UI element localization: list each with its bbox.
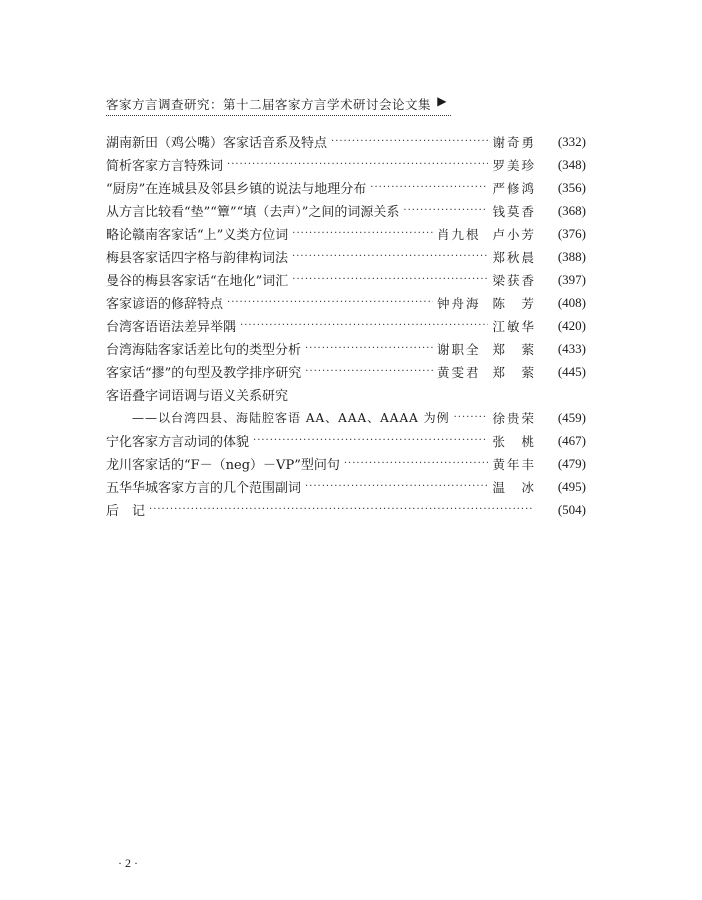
toc-entry[interactable] xyxy=(106,130,586,153)
toc-entry-title: 后 记 xyxy=(106,504,146,519)
toc-entry-title: 梅县客家话四字格与韵律构词法 xyxy=(106,251,289,266)
toc-entry-title: 台湾海陆客家话差比句的类型分析 xyxy=(106,343,302,358)
toc-entry[interactable] xyxy=(106,199,586,222)
table-of-contents xyxy=(106,130,586,521)
author-name: 黄雯君 xyxy=(436,364,481,380)
toc-entry-title: 客家话“摎”的句型及教学排序研究 xyxy=(106,366,302,381)
toc-entry-page: (420) xyxy=(557,317,586,333)
toc-entry-page: (445) xyxy=(557,363,586,379)
toc-entry-title: 宁化客家方言动词的体貌 xyxy=(106,435,250,450)
toc-entry[interactable] xyxy=(106,406,586,429)
toc-entry-page: (376) xyxy=(557,225,586,241)
toc-entry-authors xyxy=(492,409,536,427)
toc-entry-title: 五华华城客家方言的几个范围副词 xyxy=(106,481,302,496)
toc-entry[interactable] xyxy=(106,245,586,268)
toc-entry[interactable] xyxy=(106,360,586,383)
author-name: 陈 芳 xyxy=(492,295,536,311)
toc-entry[interactable] xyxy=(106,452,586,475)
toc-entry-title: 从方言比较看“垫”“簟”“填（去声）”之间的词源关系 xyxy=(106,205,400,220)
toc-entry-title: 客语叠字词语调与语义关系研究 xyxy=(106,389,289,404)
toc-entry-title: 客家谚语的修辞特点 xyxy=(106,297,224,312)
dot-leader xyxy=(331,136,488,147)
toc-entry-authors xyxy=(437,340,536,358)
toc-entry-authors xyxy=(492,478,536,496)
author-name: 江敏华 xyxy=(492,318,536,334)
dot-leader xyxy=(292,251,488,262)
toc-entry[interactable] xyxy=(106,176,586,199)
dot-leader xyxy=(305,366,433,377)
toc-entry-authors xyxy=(492,455,536,473)
toc-entry-page: (408) xyxy=(557,294,586,310)
toc-entry-page: (504) xyxy=(557,501,586,517)
author-name: 张 桃 xyxy=(492,433,536,449)
author-name: 温 冰 xyxy=(492,479,536,495)
toc-entry-page: (433) xyxy=(557,340,586,356)
toc-entry-title: 台湾客语语法差异举隅 xyxy=(106,320,237,335)
toc-entry[interactable] xyxy=(106,222,586,245)
toc-entry[interactable] xyxy=(106,268,586,291)
dot-leader xyxy=(403,205,488,216)
toc-entry-page: (348) xyxy=(557,156,586,172)
toc-entry-authors xyxy=(437,294,536,312)
toc-entry-authors xyxy=(492,202,536,220)
toc-entry-page: (397) xyxy=(557,271,586,287)
toc-entry[interactable] xyxy=(106,383,586,406)
author-name: 梁获香 xyxy=(492,272,536,288)
toc-entry-authors xyxy=(492,271,536,289)
author-name: 罗美珍 xyxy=(492,157,536,173)
toc-entry-title: 略论赣南客家话“上”义类方位词 xyxy=(106,228,289,243)
triangle-right-icon: ▶ xyxy=(437,94,447,108)
toc-entry-title: ——以台湾四县、海陆腔客语 AA、AAA、AAAA 为例 xyxy=(132,411,450,425)
author-name: 钱莫香 xyxy=(492,203,536,219)
book-title: 客家方言调查研究：第十二届客家方言学术研讨会论文集 xyxy=(106,97,432,112)
toc-entry-page: (467) xyxy=(557,432,586,448)
toc-entry-page: (332) xyxy=(557,133,586,149)
page-number: · 2 · xyxy=(118,856,138,870)
toc-entry[interactable] xyxy=(106,291,586,314)
toc-entry-authors xyxy=(437,363,536,381)
dot-leader xyxy=(305,343,433,354)
toc-entry[interactable] xyxy=(106,337,586,360)
toc-entry-title: 龙川客家话的“F－（neg）－VP”型问句 xyxy=(106,458,340,473)
dot-leader xyxy=(370,182,488,193)
toc-entry[interactable] xyxy=(106,498,586,521)
author-name: 严修鸿 xyxy=(492,180,536,196)
toc-entry[interactable] xyxy=(106,153,586,176)
author-name: 郑 萦 xyxy=(492,364,536,380)
toc-entry-page: (479) xyxy=(557,455,586,471)
author-name: 谢职全 xyxy=(436,341,481,357)
dot-leader xyxy=(227,159,488,170)
toc-entry[interactable] xyxy=(106,314,586,337)
author-name: 黄年丰 xyxy=(492,456,536,472)
dot-leader xyxy=(305,481,488,492)
dot-leader xyxy=(292,228,433,239)
author-name: 郑秋晨 xyxy=(492,249,536,265)
dot-leader xyxy=(344,458,489,469)
toc-entry-page: (388) xyxy=(557,248,586,264)
toc-entry-authors xyxy=(437,225,536,243)
toc-entry-authors xyxy=(492,179,536,197)
toc-entry-authors xyxy=(492,133,536,151)
dot-leader xyxy=(149,504,532,515)
running-head xyxy=(106,95,451,116)
toc-entry[interactable] xyxy=(106,429,586,452)
toc-entry[interactable] xyxy=(106,475,586,498)
dot-leader xyxy=(227,297,433,308)
author-name: 徐贵荣 xyxy=(492,410,536,426)
dot-leader xyxy=(454,412,489,423)
toc-entry-authors xyxy=(492,248,536,266)
toc-entry-title: “厨房”在连城县及邻县乡镇的说法与地理分布 xyxy=(106,182,367,197)
toc-entry-page: (356) xyxy=(557,179,586,195)
toc-entry-authors xyxy=(492,432,536,450)
toc-entry-title: 简析客家方言特殊词 xyxy=(106,159,224,174)
toc-entry-page: (495) xyxy=(557,478,586,494)
toc-entry-page: (368) xyxy=(557,202,586,218)
dot-leader xyxy=(292,274,488,285)
toc-entry-page: (459) xyxy=(557,409,586,425)
toc-entry-authors xyxy=(492,156,536,174)
dot-leader xyxy=(253,435,488,446)
toc-entry-title: 湖南新田（鸡公嘴）客家话音系及特点 xyxy=(106,136,328,151)
toc-entry-title: 曼谷的梅县客家话“在地化”词汇 xyxy=(106,274,289,289)
author-name: 郑 萦 xyxy=(492,341,536,357)
toc-entry-authors xyxy=(492,317,536,335)
author-name: 肖九根 xyxy=(436,226,481,242)
author-name: 卢小芳 xyxy=(492,226,536,242)
author-name: 谢奇勇 xyxy=(492,134,536,150)
dot-leader xyxy=(240,320,488,331)
author-name: 钟舟海 xyxy=(436,295,481,311)
